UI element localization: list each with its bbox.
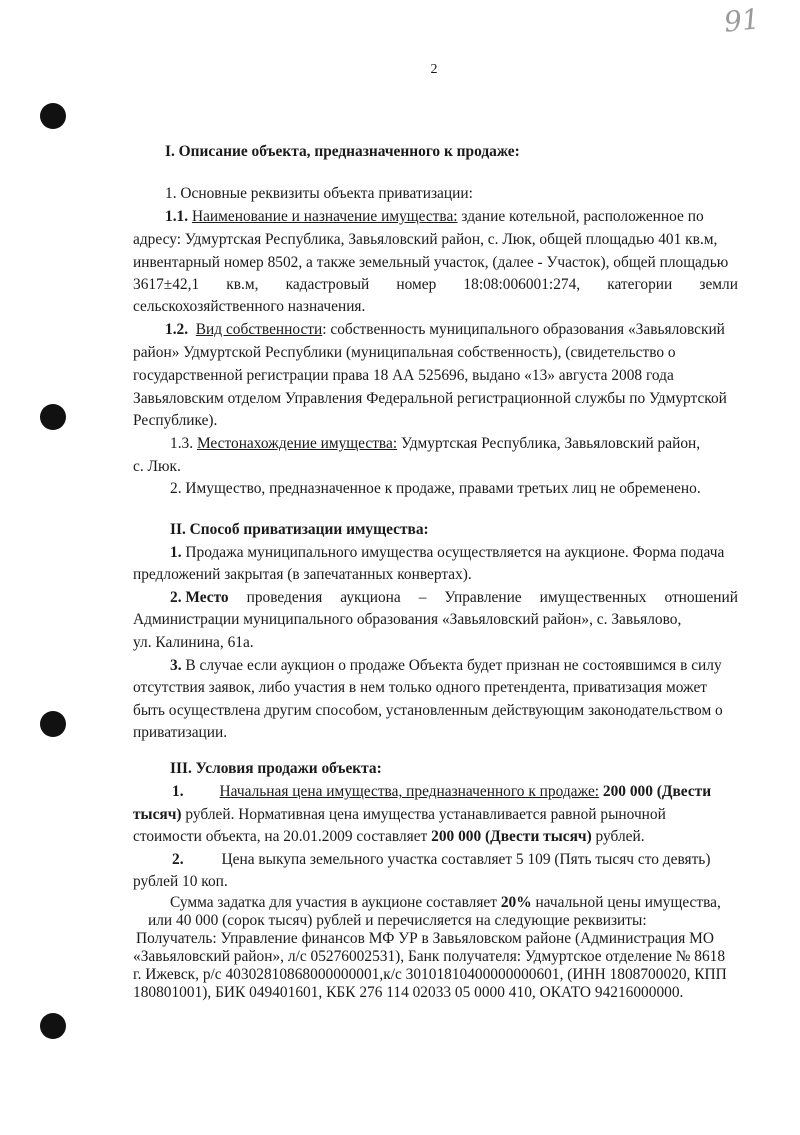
item-number: 1. (172, 783, 184, 800)
text: Цена выкупа земельного участка составляет 5 109 (Пять тысяч сто девять) (221, 851, 711, 868)
text: стоимости объекта, на 20.01.2009 составляет (133, 828, 432, 845)
paragraph-line (170, 658, 722, 673)
justified-line (170, 590, 738, 605)
handwritten-page-number: 91 (722, 2, 762, 39)
word: отношений (664, 589, 738, 606)
word: – (418, 589, 427, 606)
word: категории (607, 276, 673, 293)
paragraph-line: «Завьяловский район», л/с 05276002531), Банк получателя: Удмуртское отделение № 8618 (133, 948, 726, 965)
paragraph-line (170, 895, 721, 910)
text: В случае если аукцион о продаже Объекта будет признан не состоявшимся в силу (181, 657, 722, 674)
paragraph-line: рублей 10 коп. (133, 873, 228, 890)
underlined-label: Начальная цена имущества, предназначенного к продаже: (219, 783, 600, 800)
paragraph-line: ул. Калинина, 61а. (133, 634, 254, 651)
word: Управление (444, 589, 522, 606)
paragraph-line: сельскохозяйственного назначения. (133, 298, 366, 315)
word: 18:08:006001:274, (463, 276, 581, 293)
paragraph-line: Администрации муниципального образования «Завьяловский район», с. Завьялово, (133, 611, 682, 628)
text: рублей. Нормативная цена имущества устанавливается равной рыночной (181, 806, 666, 823)
page-number: 2 (430, 62, 438, 77)
paragraph-line: г. Ижевск, р/с 40302810868000000001,к/с 30101810400000000601, (ИНН 1808700020, КПП (133, 966, 727, 983)
punch-hole (40, 1013, 66, 1039)
word: номер (396, 276, 437, 293)
item-number: 1.3. (170, 435, 194, 452)
item-number: 2. (172, 851, 184, 868)
text: Сумма задатка для участия в аукционе составляет (170, 894, 501, 911)
section-heading: III. Условия продажи объекта: (170, 760, 382, 777)
word: 2. Место (170, 589, 229, 606)
item-number: 1. (170, 544, 182, 561)
paragraph-line (172, 852, 710, 867)
text: : собственность муниципального образования «Завьяловский (322, 321, 725, 338)
paragraph-line: с. Люк. (133, 458, 181, 475)
text: Продажа муниципального имущества осуществляется на аукционе. Форма подача (181, 544, 725, 561)
section-heading: I. Описание объекта, предназначенного к продаже: (165, 143, 520, 160)
item-number: 3. (170, 657, 182, 674)
paragraph-line: 2. Имущество, предназначенное к продаже, правами третьих лиц не обременено. (170, 480, 701, 497)
paragraph-line: Получатель: Управление финансов МФ УР в Завьяловском районе (Администрация МО (136, 930, 714, 947)
paragraph-line (133, 829, 645, 844)
word: кв.м, (226, 276, 259, 293)
paragraph-line: 180801001), БИК 049401601, КБК 276 114 02033 05 0000 410, ОКАТО 94216000000. (133, 984, 684, 1001)
section-heading: II. Способ приватизации имущества: (170, 521, 429, 538)
paragraph-line: государственной регистрации права 18 АА 525696, выдано «13» августа 2008 года (133, 367, 674, 384)
paragraph-line (165, 209, 704, 224)
punch-hole (40, 711, 66, 737)
text: начальной цены имущества, (531, 894, 721, 911)
price-bold: 200 000 (Двести тысяч) (431, 828, 592, 845)
paragraph-line: Республике). (133, 412, 218, 429)
word: кадастровый (285, 276, 370, 293)
paragraph-line: 1. Основные реквизиты объекта приватизации: (165, 185, 473, 202)
paragraph-line (172, 784, 711, 799)
word: аукциона (340, 589, 401, 606)
paragraph-line: или 40 000 (сорок тысяч) рублей и перечисляется на следующие реквизиты: (148, 912, 647, 929)
percent-bold: 20% (500, 894, 532, 911)
word: земли (699, 276, 738, 293)
item-number: 1.2. (165, 321, 189, 338)
paragraph-line: приватизации. (133, 724, 228, 741)
word: 3617±42,1 (133, 276, 200, 293)
text-bold: тысяч) (133, 806, 182, 823)
underlined-label: Вид собственности (195, 321, 323, 338)
word: имущественных (539, 589, 647, 606)
paragraph-line (170, 545, 724, 560)
paragraph-line (165, 322, 725, 337)
paragraph-line: отсутствия заявок, либо участия в нем только одного претендента, приватизация может (133, 679, 708, 696)
punch-hole (40, 404, 66, 430)
paragraph-line: инвентарный номер 8502, а также земельный участок, (далее - Участок), общей площадью (133, 254, 729, 271)
underlined-label: Наименование и назначение имущества: (191, 208, 458, 225)
underlined-label: Местонахождение имущества: (196, 435, 398, 452)
paragraph-line (170, 436, 700, 451)
text: Удмуртская Республика, Завьяловский район, (397, 435, 701, 452)
justified-line (133, 277, 738, 292)
paragraph-line: предложений закрытая (в запечатанных конвертах). (133, 566, 472, 583)
word: проведения (246, 589, 323, 606)
text: рублей. (591, 828, 645, 845)
item-number: 1.1. (165, 208, 189, 225)
punch-hole (40, 103, 66, 129)
price-bold: 200 000 (Двести (599, 783, 712, 800)
paragraph-line: быть осуществлена другим способом, установленным действующим законодательством о (133, 702, 723, 719)
paragraph-line (133, 807, 666, 822)
text: здание котельной, расположенное по (457, 208, 704, 225)
paragraph-line: адресу: Удмуртская Республика, Завьяловский район, с. Люк, общей площадью 401 кв.м, (133, 231, 718, 248)
paragraph-line: район» Удмуртской Республики (муниципальная собственность), (свидетельство о (133, 344, 676, 361)
paragraph-line: Завьяловским отделом Управления Федеральной регистрационной службы по Удмуртской (133, 390, 727, 407)
